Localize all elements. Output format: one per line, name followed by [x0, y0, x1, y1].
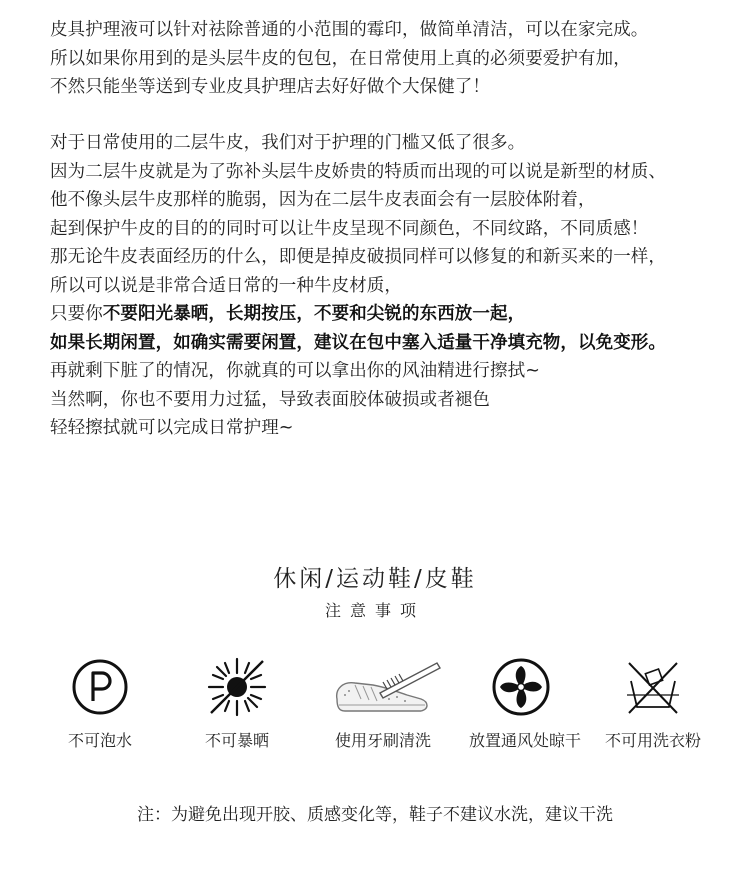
fan-icon	[446, 652, 596, 722]
text-line: 所以可以说是非常合适日常的一种牛皮材质，	[50, 275, 402, 296]
text-line: 轻轻擦拭就可以完成日常护理~	[50, 418, 294, 438]
text-line: 起到保护牛皮的目的的同时可以让牛皮呈现不同颜色，不同纹路，不同质感！	[50, 218, 649, 239]
storage-tip-line	[50, 329, 730, 358]
detergent-crossed-icon	[578, 652, 728, 722]
text-line: 因为二层牛皮就是为了弥补头层牛皮娇贵的特质而出现的可以说是新型的材质、	[50, 161, 666, 182]
warning-line	[50, 300, 730, 329]
text-line: 对于日常使用的二层牛皮，我们对于护理的门槛又低了很多。	[50, 133, 526, 153]
section-subtitle: 注意事项	[324, 601, 425, 620]
text-line: 所以如果你用到的是头层牛皮的包包，在日常使用上真的必须要爱护有加，	[50, 48, 631, 69]
circle-p-icon	[25, 652, 175, 722]
text-line: 他不像头层牛皮那样的脆弱，因为在二层牛皮表面会有一层胶体附着，	[50, 190, 596, 210]
icon-label-air-dry: 放置通风处晾干	[468, 731, 581, 750]
text-line: 当然啊，你也不要用力过猛，导致表面胶体破损或者褪色	[50, 389, 490, 410]
sun-crossed-icon	[162, 652, 312, 722]
shoe-toothbrush-icon	[310, 652, 460, 722]
text-line: 不然只能坐等送到专业皮具护理店去好好做个大保健了！	[50, 77, 490, 97]
text-line: 再就剩下脏了的情况，你就真的可以拿出你的风油精进行擦拭~	[50, 361, 540, 381]
icon-label-no-sun: 不可暴晒	[204, 731, 269, 750]
warning-prefix: 只要你	[50, 304, 103, 324]
text-line: 那无论牛皮表面经历的什么，即便是掉皮破损同样可以修复的和新买来的一样，	[50, 247, 666, 267]
warning-bold-text: 不要阳光暴晒，长期按压，不要和尖锐的东西放一起，	[102, 304, 526, 324]
text-line: 皮具护理液可以针对祛除普通的小范围的霉印，做简单清洁，可以在家完成。	[50, 20, 649, 40]
icon-label-no-soak: 不可泡水	[67, 731, 132, 750]
care-intro-paragraph	[50, 16, 730, 102]
washing-note: 注：为避免出现开胶、质感变化等，鞋子不建议水洗，建议干洗	[137, 805, 613, 825]
section-title: 休闲/运动鞋/皮鞋	[273, 566, 477, 592]
icon-label-toothbrush: 使用牙刷清洗	[334, 731, 431, 750]
storage-tip-bold-text: 如果长期闲置，如确实需要闲置，建议在包中塞入适量干净填充物，以免变形。	[50, 332, 666, 353]
icon-label-no-detergent: 不可用洗衣粉	[604, 731, 701, 750]
split-leather-paragraph	[50, 129, 730, 443]
